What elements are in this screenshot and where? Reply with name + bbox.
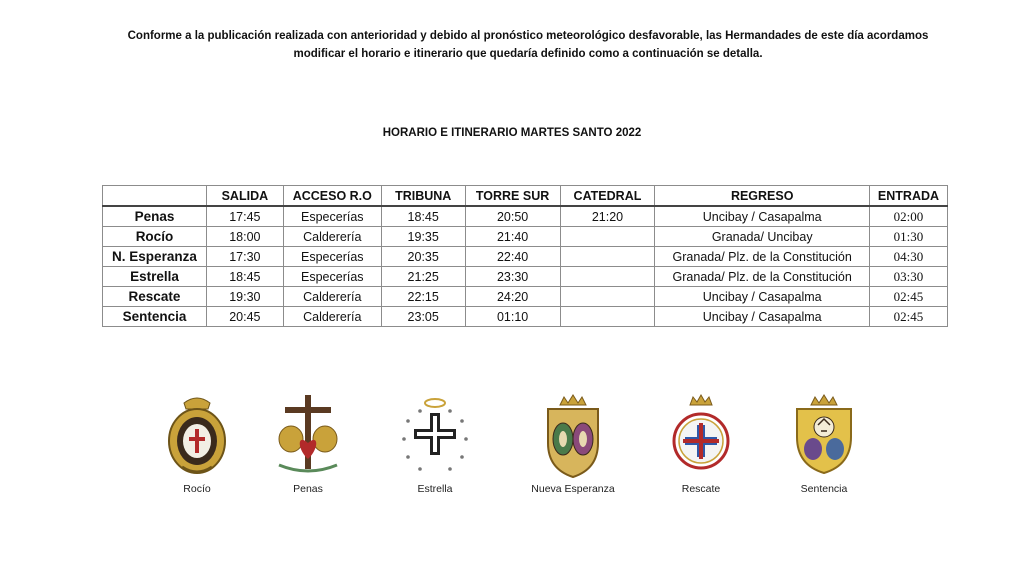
entrada-cell: 02:45 — [869, 307, 947, 327]
torre-sur-cell: 24:20 — [465, 287, 560, 307]
table-row — [103, 247, 948, 267]
shield-estrella — [375, 393, 495, 495]
shield-rocio — [137, 393, 257, 495]
catedral-cell — [560, 247, 655, 267]
brotherhood-name: Rocío — [103, 227, 207, 247]
rescate-shield-icon — [666, 393, 736, 479]
salida-cell: 18:00 — [206, 227, 283, 247]
salida-cell: 17:45 — [206, 206, 283, 227]
regreso-cell: Granada/ Plz. de la Constitución — [655, 267, 870, 287]
acceso-cell: Especerías — [283, 206, 381, 227]
tribuna-cell: 20:35 — [381, 247, 465, 267]
table-header-row — [103, 186, 948, 207]
table-row — [103, 307, 948, 327]
acceso-cell: Especerías — [283, 267, 381, 287]
torre-sur-cell: 20:50 — [465, 206, 560, 227]
intro-line-1: Conforme a la publicación realizada con anterioridad y debido al pronóstico meteorológico desfavorable, las Hermandades de este día acordamos — [127, 30, 929, 42]
salida-cell: 18:45 — [206, 267, 283, 287]
schedule-title: HORARIO E ITINERARIO MARTES SANTO 2022 — [382, 127, 642, 139]
catedral-cell — [560, 307, 655, 327]
table-row — [103, 287, 948, 307]
brotherhood-name: Sentencia — [103, 307, 207, 327]
brotherhood-name: N. Esperanza — [103, 247, 207, 267]
entrada-cell: 02:00 — [869, 206, 947, 227]
catedral-cell — [560, 267, 655, 287]
schedule-table — [102, 185, 948, 327]
regreso-cell: Granada/ Uncibay — [655, 227, 870, 247]
tribuna-cell: 21:25 — [381, 267, 465, 287]
shield-caption: Penas — [293, 483, 323, 495]
header-cell: CATEDRAL — [560, 186, 655, 207]
sentencia-shield-icon — [789, 393, 859, 479]
intro-text — [90, 27, 966, 63]
table-row — [103, 206, 948, 227]
shield-rescate — [641, 393, 761, 495]
shield-caption: Sentencia — [800, 483, 848, 495]
brotherhood-name: Rescate — [103, 287, 207, 307]
torre-sur-cell: 01:10 — [465, 307, 560, 327]
torre-sur-cell: 23:30 — [465, 267, 560, 287]
shield-caption: Rocío — [183, 483, 211, 495]
salida-cell: 17:30 — [206, 247, 283, 267]
acceso-cell: Calderería — [283, 227, 381, 247]
salida-cell: 19:30 — [206, 287, 283, 307]
salida-cell: 20:45 — [206, 307, 283, 327]
tribuna-cell: 19:35 — [381, 227, 465, 247]
acceso-cell: Calderería — [283, 307, 381, 327]
brotherhood-shields — [0, 385, 1024, 505]
nueva-esperanza-shield-icon — [538, 393, 608, 479]
tribuna-cell: 18:45 — [381, 206, 465, 227]
catedral-cell: 21:20 — [560, 206, 655, 227]
regreso-cell: Uncibay / Casapalma — [655, 206, 870, 227]
header-cell: TRIBUNA — [381, 186, 465, 207]
acceso-cell: Especerías — [283, 247, 381, 267]
entrada-cell: 02:45 — [869, 287, 947, 307]
torre-sur-cell: 21:40 — [465, 227, 560, 247]
shield-nueva-esperanza — [513, 393, 633, 495]
header-cell: ENTRADA — [869, 186, 947, 207]
header-cell: REGRESO — [655, 186, 870, 207]
header-cell: SALIDA — [206, 186, 283, 207]
shield-sentencia — [764, 393, 884, 495]
estrella-cross-icon — [400, 393, 470, 479]
catedral-cell — [560, 227, 655, 247]
acceso-cell: Calderería — [283, 287, 381, 307]
catedral-cell — [560, 287, 655, 307]
table-row — [103, 267, 948, 287]
shield-caption: Nueva Esperanza — [531, 483, 615, 495]
header-cell: TORRE SUR — [465, 186, 560, 207]
tribuna-cell: 23:05 — [381, 307, 465, 327]
brotherhood-name: Estrella — [103, 267, 207, 287]
table-row — [103, 227, 948, 247]
shield-caption: Estrella — [417, 483, 453, 495]
header-cell — [103, 186, 207, 207]
torre-sur-cell: 22:40 — [465, 247, 560, 267]
header-cell: ACCESO R.O — [283, 186, 381, 207]
entrada-cell: 04:30 — [869, 247, 947, 267]
entrada-cell: 03:30 — [869, 267, 947, 287]
entrada-cell: 01:30 — [869, 227, 947, 247]
shield-caption: Rescate — [681, 483, 721, 495]
regreso-cell: Uncibay / Casapalma — [655, 307, 870, 327]
intro-line-2: modificar el horario e itinerario que quedaría definido como a continuación se detalla. — [293, 48, 763, 60]
regreso-cell: Uncibay / Casapalma — [655, 287, 870, 307]
rocio-shield-icon — [162, 393, 232, 479]
regreso-cell: Granada/ Plz. de la Constitución — [655, 247, 870, 267]
penas-cross-icon — [273, 393, 343, 479]
shield-penas — [248, 393, 368, 495]
tribuna-cell: 22:15 — [381, 287, 465, 307]
brotherhood-name: Penas — [103, 206, 207, 227]
